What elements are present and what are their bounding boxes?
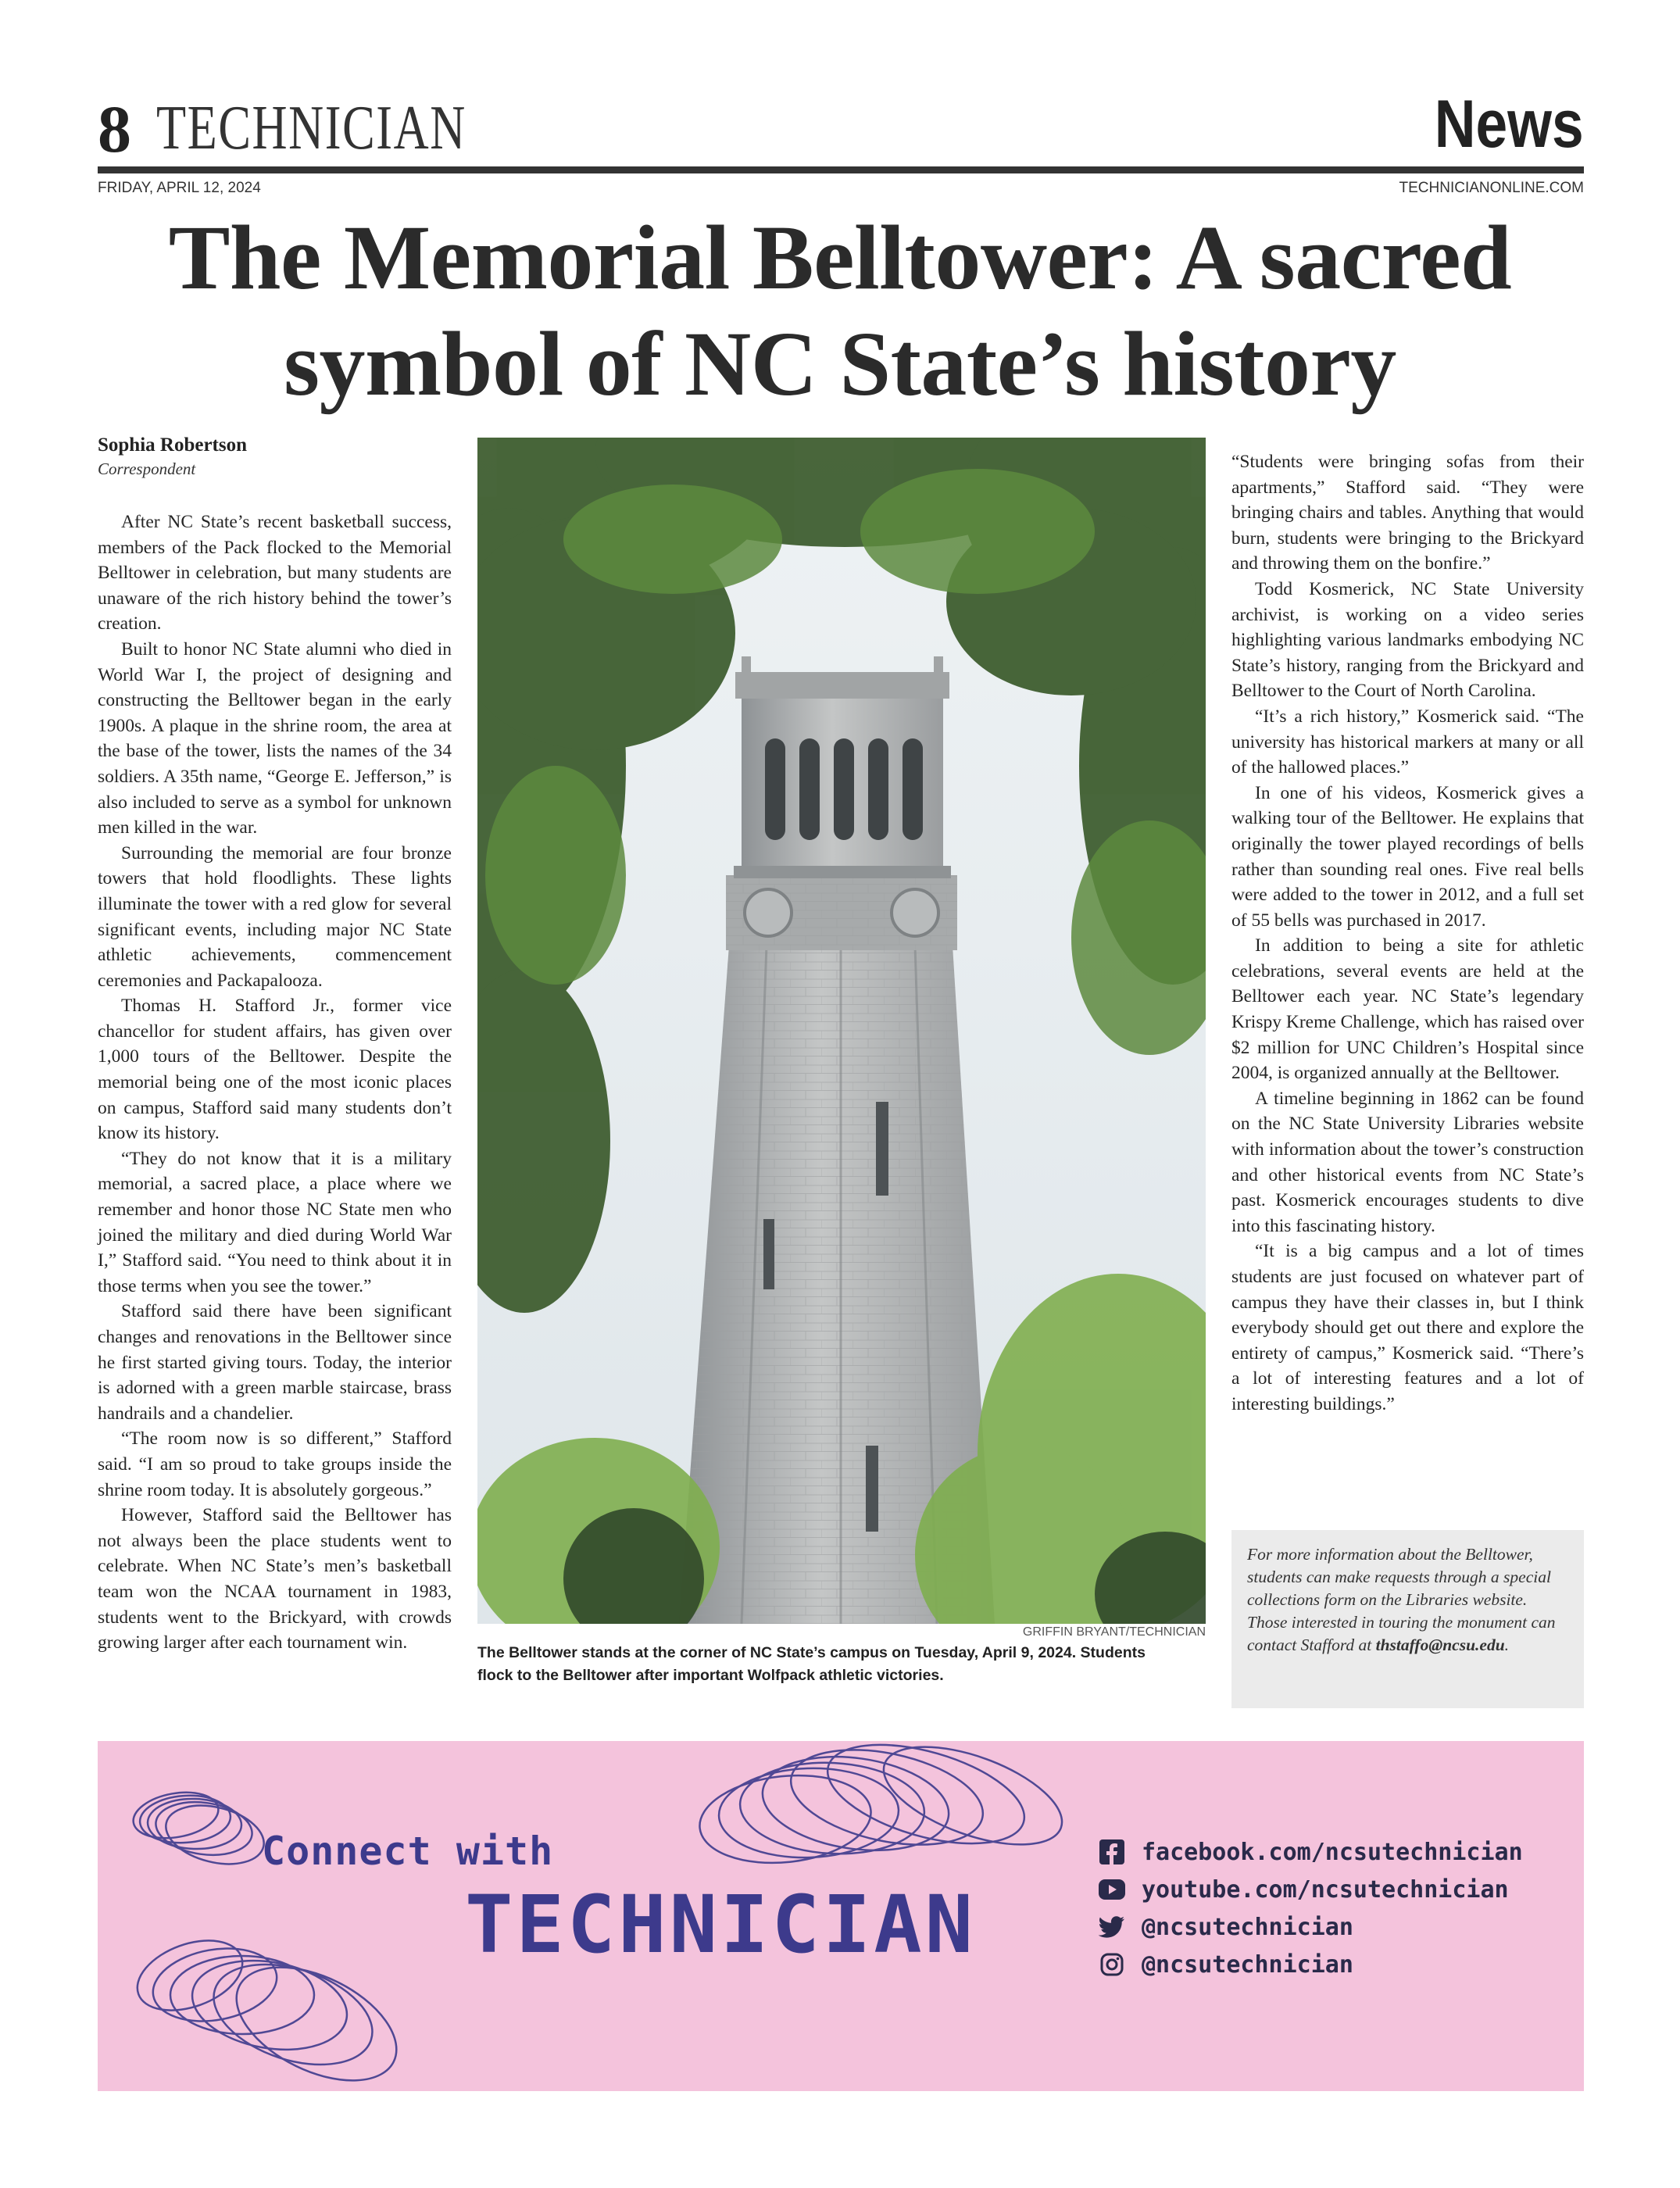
belltower-photo <box>477 438 1206 1624</box>
paragraph: “Students were bringing sofas from their apartments,” Stafford said. “They were bringing chairs and tables. Anything that would burn, students were bringing to the Brickyard and throwing them on the bonfire.” <box>1231 452 1584 574</box>
headline <box>86 205 1594 417</box>
connect-advertisement <box>98 1741 1584 2091</box>
facebook-link-text: facebook.com/ncsutechnician <box>1142 1838 1523 1866</box>
facebook-icon <box>1098 1838 1126 1866</box>
paragraph: In addition to being a site for athletic celebrations, several events are held at the Belltower each year. NC State’s legendary Krispy Kreme Challenge, which has raised over $2 million for UNC Children’s Hospital since 2004, is organized annually at the Belltower. <box>1231 935 1584 1084</box>
connect-with-text: Connect with <box>262 1829 554 1874</box>
author-role: Correspondent <box>98 459 196 478</box>
twitter-link[interactable] <box>1098 1908 1523 1946</box>
paragraph: “They do not know that it is a military memorial, a sacred place, a place where we remember and honor those NC State men who joined the military and died during World War I,” Stafford said. “You need to think about it in those terms when you see the tower.” <box>98 1148 452 1296</box>
youtube-link-text: youtube.com/ncsutechnician <box>1142 1875 1509 1904</box>
masthead-rule <box>98 166 1584 173</box>
paragraph: Todd Kosmerick, NC State University archivist, is working on a video series highlighting various landmarks embodying NC State’s history, ranging from the Brickyard and Belltower to the Court of North Carolina. <box>1231 578 1584 702</box>
instagram-link[interactable] <box>1098 1946 1523 1983</box>
headline-line-2: symbol of NC State’s history <box>284 313 1396 415</box>
paragraph: Thomas H. Stafford Jr., former vice chancellor for student affairs, has given over 1,000 tours of the Belltower. Despite the memorial being one of the most iconic places on campus, Stafford said many students don’t know its history. <box>98 996 452 1144</box>
belltower-illustration <box>477 438 1206 1624</box>
paper-name: TECHNICIAN <box>156 94 466 163</box>
contact-email[interactable]: thstaffo@ncsu.edu <box>1375 1636 1505 1654</box>
social-links <box>1098 1833 1523 1983</box>
article-column-3 <box>1231 449 1584 1418</box>
facebook-link[interactable] <box>1098 1833 1523 1871</box>
paragraph: “It is a big campus and a lot of times students are just focused on whatever part of campus they have their classes in, but I think everybody should get out there and explore the entirety of campus,” Kosmerick said. “There’s a lot of interesting features and a lot of interesting buildings.” <box>1231 1241 1584 1414</box>
info-box-end: . <box>1504 1636 1510 1654</box>
technician-logo-text: TECHNICIAN <box>465 1879 977 1972</box>
paragraph: However, Stafford said the Belltower has not always been the place students went to celebrate. When NC State’s men’s basketball team won the NCAA tournament in 1983, students went to the Brickyard, with crowds growing larger after each tournament win. <box>98 1505 452 1654</box>
twitter-link-text: @ncsutechnician <box>1142 1913 1353 1941</box>
paragraph: Built to honor NC State alumni who died in World War I, the project of designing and constructing the Belltower began in the early 1900s. A plaque in the shrine room, the area at the base of the tower, lists the names of the 34 soldiers. A 35th name, “George E. Jefferson,” is also included to serve as a symbol for unknown men killed in the war. <box>98 638 452 838</box>
paragraph: After NC State’s recent basketball success, members of the Pack flocked to the Memorial Belltower in celebration, but many students are unaware of the rich history behind the tower’s creation. <box>98 512 452 635</box>
paragraph: Surrounding the memorial are four bronze towers that hold floodlights. These lights illuminate the tower with a red glow for several significant events, including major NC State athletic achievements, commencement ceremonies and Packapalooza. <box>98 842 452 991</box>
paragraph: A timeline beginning in 1862 can be found on the NC State University Libraries website with information about the tower’s construction and other historical events from NC State’s past. Kosmerick encourages students to dive into this fascinating history. <box>1231 1088 1584 1236</box>
instagram-icon <box>1098 1950 1126 1979</box>
photo-credit: GRIFFIN BRYANT/TECHNICIAN <box>1022 1625 1206 1639</box>
twitter-icon <box>1098 1913 1126 1941</box>
section-title: News <box>1435 87 1584 162</box>
headline-line-1: The Memorial Belltower: A sacred <box>168 206 1512 309</box>
photo-caption: The Belltower stands at the corner of NC State’s campus on Tuesday, April 9, 2024. Students flock to the Belltower after important Wolfpack athletic victories. <box>477 1644 1146 1684</box>
dateline: FRIDAY, APRIL 12, 2024 <box>98 180 261 196</box>
info-box-text <box>1247 1543 1569 1657</box>
info-box-body: For more information about the Belltower, students can make requests through a special collections form on the Libraries website. Those interested in touring the monument can contact Stafford at <box>1247 1545 1556 1654</box>
author-name: Sophia Robertson <box>98 434 248 456</box>
youtube-link[interactable] <box>1098 1871 1523 1908</box>
website-link[interactable]: TECHNICIANONLINE.COM <box>1399 180 1584 196</box>
paragraph: Stafford said there have been significant changes and renovations in the Belltower since he first started giving tours. Today, the interior is adorned with a green marble staircase, brass handrails and a chandelier. <box>98 1301 452 1424</box>
paragraph: “It’s a rich history,” Kosmerick said. “The university has historical markers at many or all of the hallowed places.” <box>1231 706 1584 778</box>
article-column-1 <box>98 509 452 1656</box>
instagram-link-text: @ncsutechnician <box>1142 1950 1353 1979</box>
paragraph: In one of his videos, Kosmerick gives a walking tour of the Belltower. He explains that originally the tower played recordings of bells rather than sounding real ones. Five real bells were added to the tower in 2012, and a full set of 55 bells was purchased in 2017. <box>1231 782 1584 931</box>
paragraph: “The room now is so different,” Stafford said. “I am so proud to take groups inside the shrine room today. It is absolutely gorgeous.” <box>98 1428 452 1500</box>
page-number: 8 <box>98 91 131 166</box>
youtube-icon <box>1098 1875 1126 1904</box>
